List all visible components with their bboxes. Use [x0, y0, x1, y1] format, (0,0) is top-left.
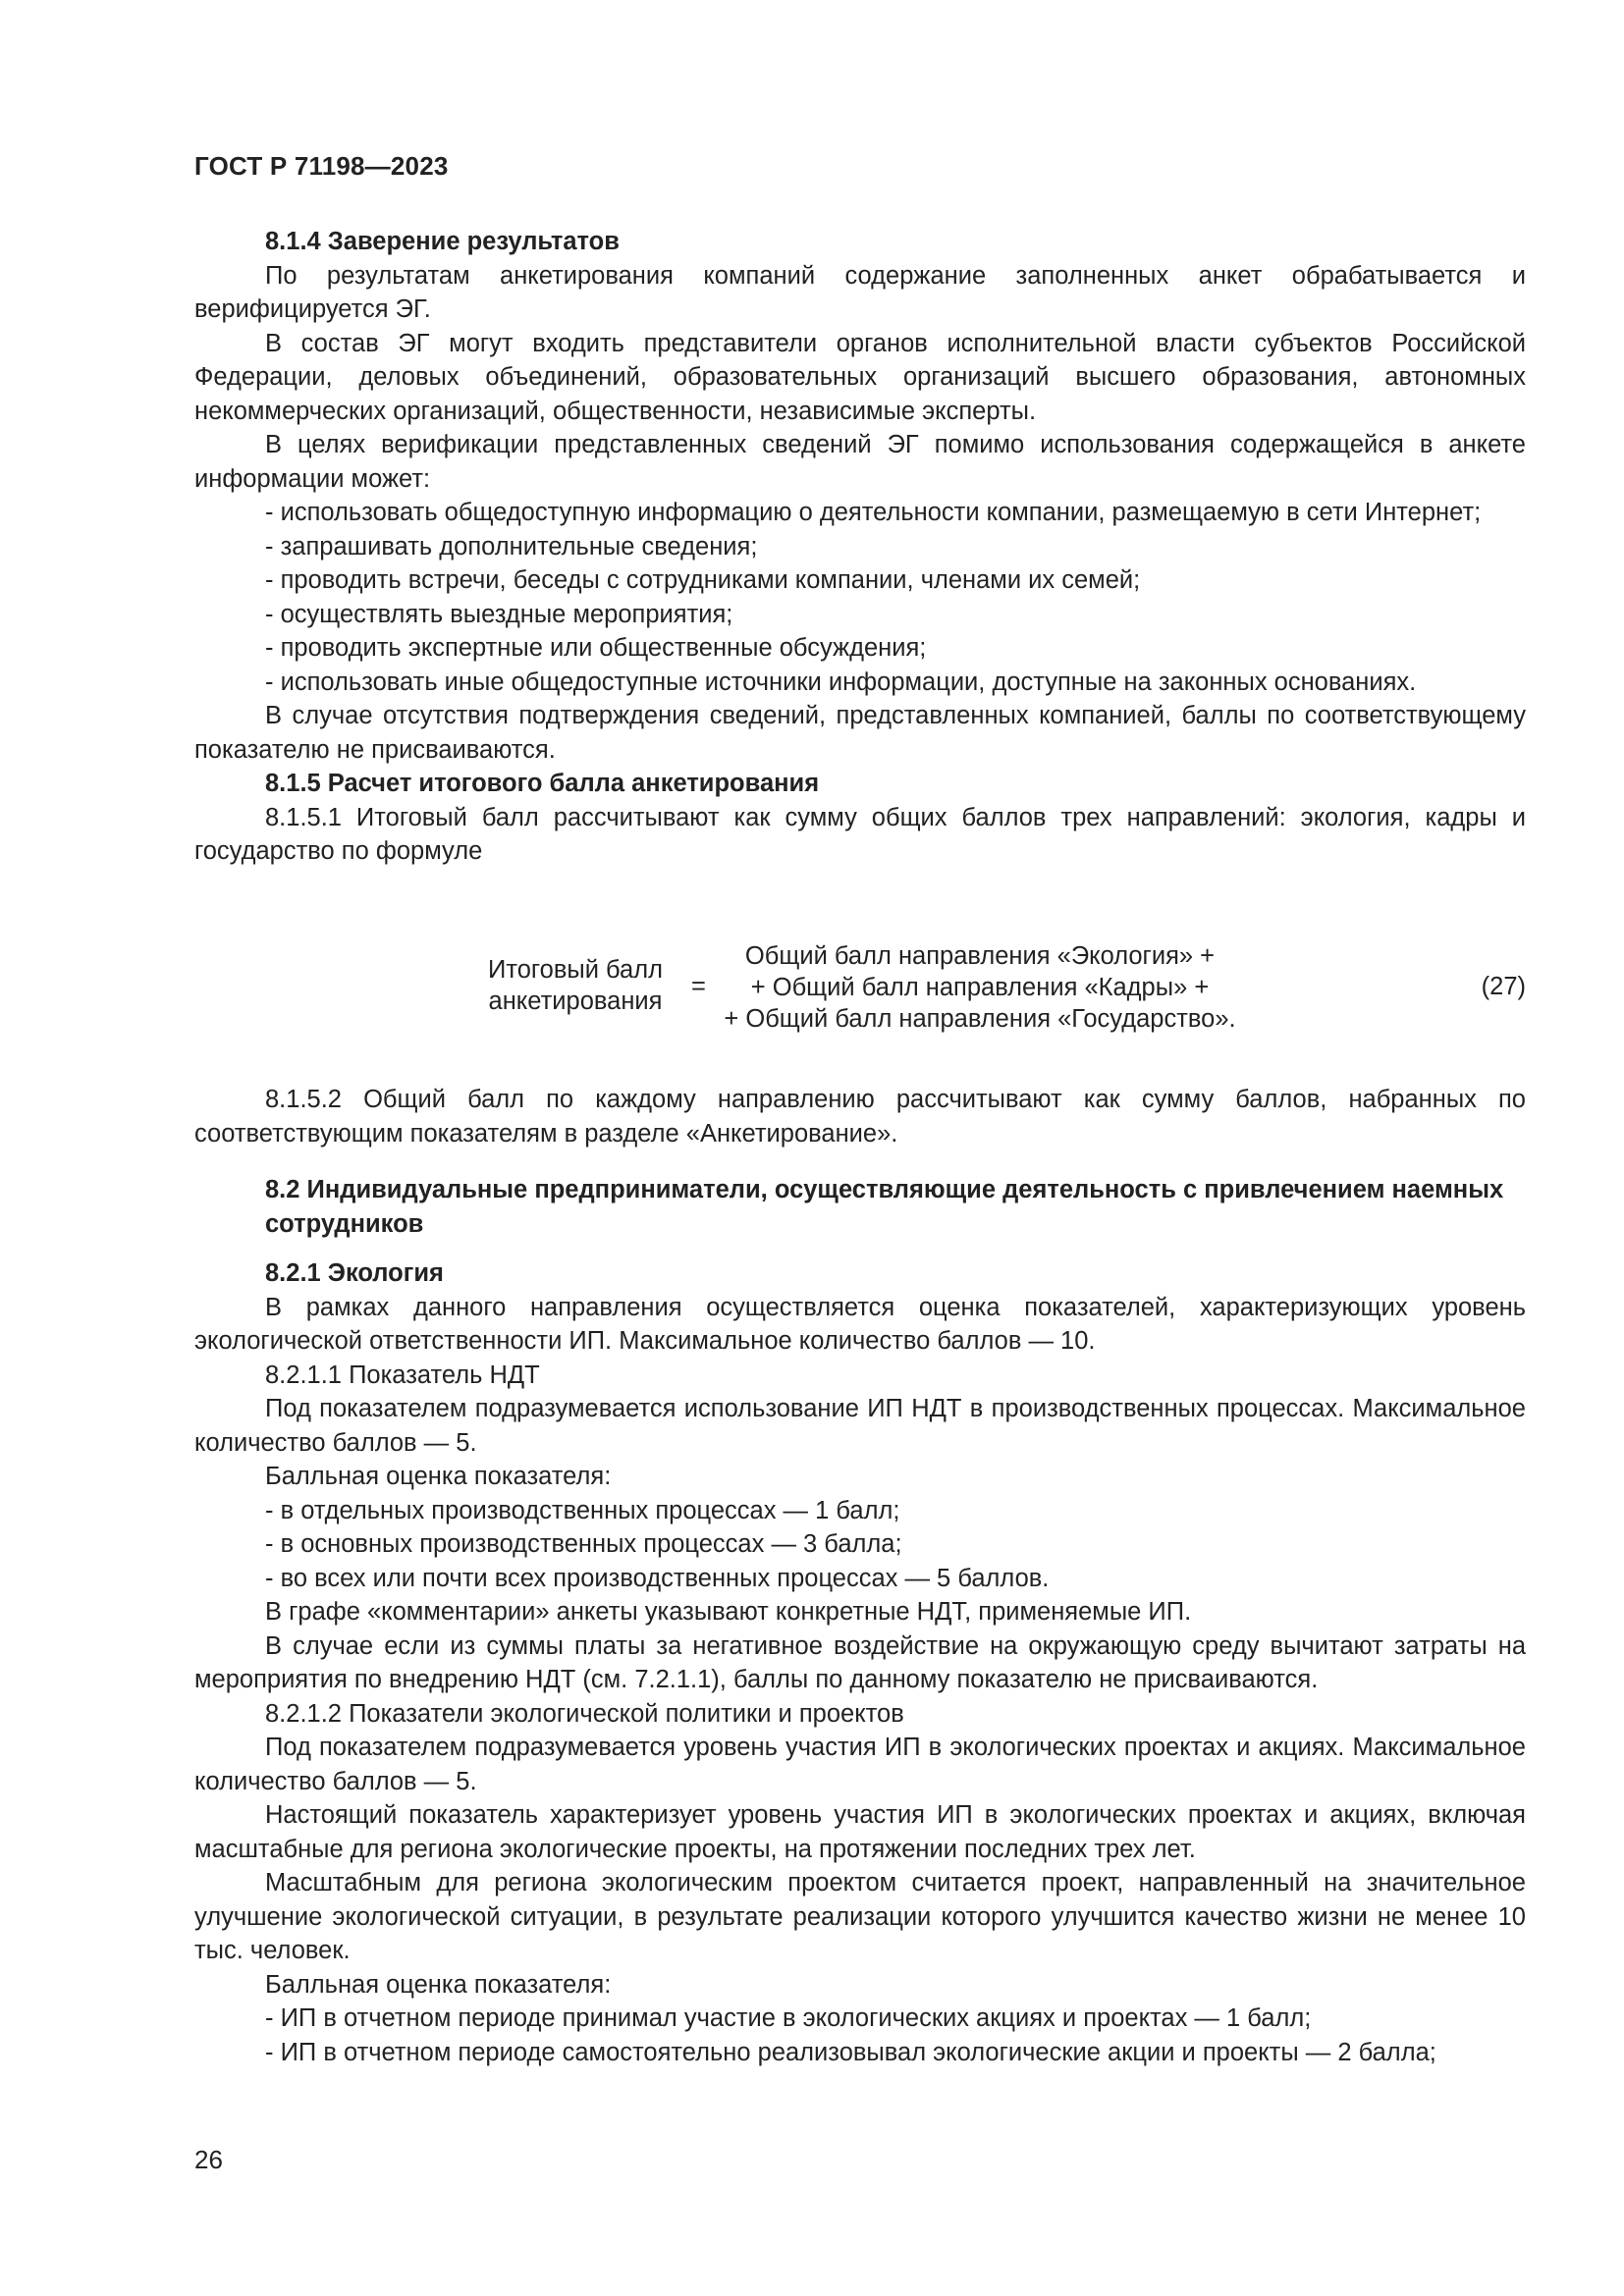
paragraph: 8.2.1.1 Показатель НДТ [265, 1361, 540, 1389]
section-title: 8.2.1 Экология [265, 1259, 444, 1287]
page-number: 26 [194, 2145, 223, 2174]
formula-lhs-line: анкетирования [488, 988, 663, 1015]
formula-number: (27) [1481, 973, 1526, 1000]
section-title: 8.2 Индивидуальные предприниматели, осуществляющие деятельность с привлечением наемных сотрудников [265, 1176, 1504, 1238]
formula-rhs-line: Общий балл направления «Экология» + [744, 942, 1216, 970]
list-item: - использовать иные общедоступные источники информации, доступные на законных основаниях. [265, 667, 1417, 696]
paragraph: В рамках данного направления осуществляется оценка показателей, характеризующих уровень экологической ответственности ИП. Максимальное количество баллов — 10. [194, 1293, 1526, 1355]
paragraph: Масштабным для региона экологическим проектом считается проект, направленный на значительное улучшение экологической ситуации, в результате реализации которого улучшится качество жизни не менее 10 тыс. человек. [194, 1869, 1526, 1964]
formula-rhs-line: + Общий балл направления «Государство». [724, 1005, 1236, 1033]
list-item: - в отдельных производственных процессах — 1 балл; [265, 1496, 900, 1524]
paragraph: Настоящий показатель характеризует уровень участия ИП в экологических проектах и акциях, включая масштабные для региона экологические проекты, на протяжении последних трех лет. [194, 1801, 1526, 1863]
list-item: - ИП в отчетном периоде принимал участие в экологических акциях и проектах — 1 балл; [265, 2004, 1312, 2032]
section-8-2 [194, 1173, 1526, 1241]
list-item: - запрашивать дополнительные сведения; [265, 532, 758, 561]
formula-rhs [715, 940, 1245, 1035]
paragraph: Под показателем подразумевается уровень участия ИП в экологических проектах и акциях. Максимальное количество баллов — 5. [194, 1734, 1526, 1795]
paragraph: В случае если из суммы платы за негативное воздействие на окружающую среду вычитают затраты на мероприятия по внедрению НДТ (см. 7.2.1.1), баллы по данному показателю не присваиваются. [194, 1631, 1526, 1693]
list-item: - во всех или почти всех производственных процессах — 5 баллов. [265, 1564, 1050, 1592]
paragraph: Под показателем подразумевается использование ИП НДТ в производственных процессах. Максимальное количество баллов — 5. [194, 1395, 1526, 1457]
formula-equals: = [691, 973, 706, 1000]
list-item: - проводить встречи, беседы с сотрудниками компании, членами их семей; [265, 566, 1141, 594]
paragraph: В случае отсутствия подтверждения сведений, представленных компанией, баллы по соответствующему показателю не присваиваются. [194, 702, 1526, 764]
paragraph: По результатам анкетирования компаний содержание заполненных анкет обрабатывается и верифицируется ЭГ. [194, 261, 1526, 323]
section-8-2-1 [194, 1256, 1526, 2069]
section-8-1-5-2 [194, 1083, 1526, 1150]
formula-lhs [487, 954, 664, 1017]
section-title: 8.1.4 Заверение результатов [265, 228, 620, 255]
paragraph: В графе «комментарии» анкеты указывают конкретные НДТ, применяемые ИП. [265, 1598, 1192, 1626]
paragraph: В состав ЭГ могут входить представители органов исполнительной власти субъектов Российской Федерации, деловых объединений, образовательных организаций высшего образования, автономных некоммерческих организаций, общественности, независимые эксперты. [194, 329, 1526, 425]
paragraph: 8.1.5.1 Итоговый балл рассчитывают как сумму общих баллов трех направлений: экология, кадры и государство по формуле [194, 803, 1526, 865]
formula-27 [194, 940, 1526, 1039]
list-item: - ИП в отчетном периоде самостоятельно реализовывал экологические акции и проекты — 2 балла; [265, 2038, 1436, 2066]
paragraph: 8.2.1.2 Показатели экологической политики и проектов [265, 1699, 904, 1728]
list-item: - использовать общедоступную информацию о деятельности компании, размещаемую в сети Интернет; [265, 499, 1482, 526]
paragraph: В целях верификации представленных сведений ЭГ помимо использования содержащейся в анкете информации может: [194, 431, 1526, 493]
document-header: ГОСТ Р 71198—2023 [194, 151, 449, 181]
section-title: 8.1.5 Расчет итогового балла анкетирования [265, 770, 820, 797]
paragraph: 8.1.5.2 Общий балл по каждому направлению рассчитывают как сумму баллов, набранных по соответствующим показателям в разделе «Анкетирование». [194, 1086, 1526, 1148]
list-item: - в основных производственных процессах — 3 балла; [265, 1530, 902, 1558]
paragraph: Балльная оценка показателя: [265, 1970, 612, 1999]
section-8-1-4 [194, 225, 1526, 869]
list-item: - осуществлять выездные мероприятия; [265, 600, 733, 628]
paragraph: Балльная оценка показателя: [265, 1463, 612, 1490]
list-item: - проводить экспертные или общественные обсуждения; [265, 634, 927, 662]
formula-rhs-line: + Общий балл направления «Кадры» + [750, 974, 1210, 1001]
formula-lhs-line: Итоговый балл [488, 956, 663, 984]
